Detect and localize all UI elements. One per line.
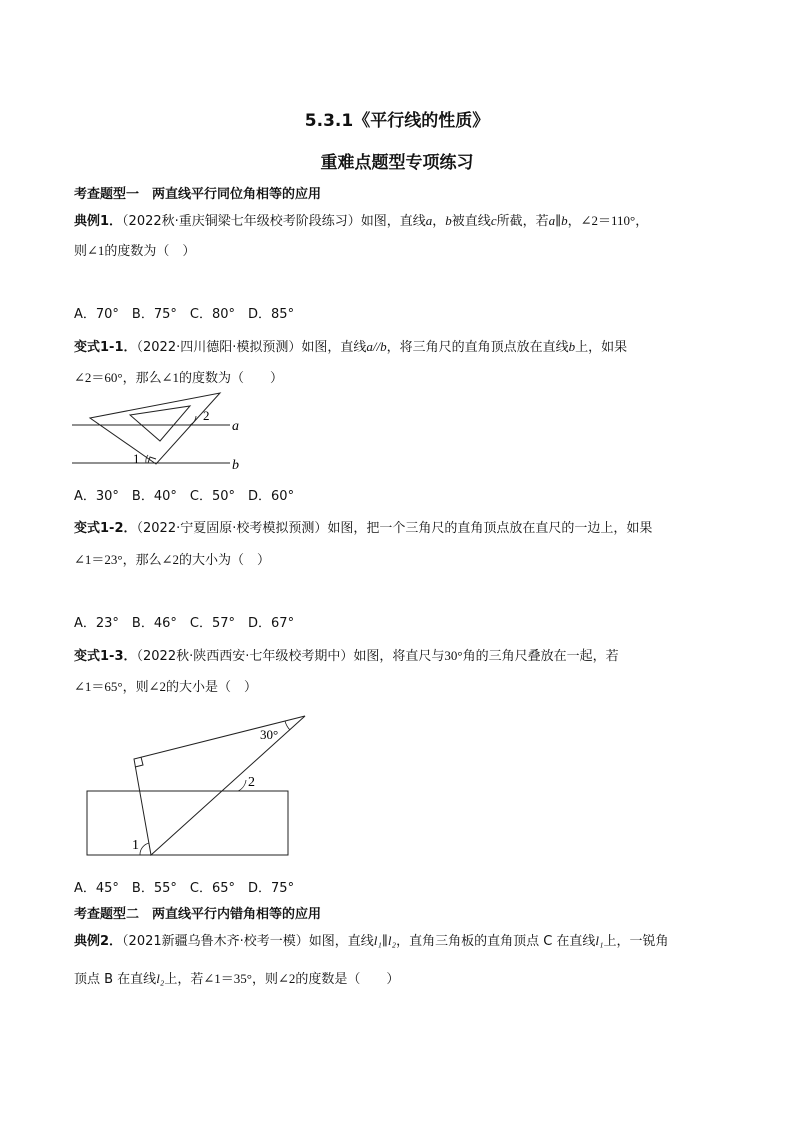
var-b: b [445, 213, 452, 228]
example-2-line-1 [74, 930, 669, 949]
text: ， [635, 214, 649, 229]
text: 被直线 [451, 214, 491, 229]
text: ， [567, 214, 581, 229]
example-2-label: 典例2． [74, 934, 123, 949]
text: 上，如果 [575, 340, 628, 355]
var-l1: l₁ [595, 933, 604, 948]
example-1-source: （2022秋·重庆铜梁七年级校考阶段练习） [122, 214, 361, 229]
parallel-expression: a∥b [548, 213, 568, 228]
variant-1-3-line-1 [74, 645, 619, 664]
variant-1-1-line-1 [74, 336, 627, 355]
variant-1-1-options: A．30° B．40° C．50° D．60° [74, 489, 295, 504]
angle-expression: ∠1＝23° [74, 552, 123, 567]
angle-label-30: 30° [260, 727, 279, 742]
var-c: c [490, 213, 497, 228]
text: 的度数为（ ） [179, 371, 284, 386]
angle-expression: ∠1＝35° [203, 971, 252, 986]
text: 的大小是（ ） [166, 680, 258, 695]
example-2-source: （2021新疆乌鲁木齐·校考一模） [122, 934, 309, 949]
text: 如图，直线 [308, 934, 374, 949]
angle-label-2: 2 [248, 775, 255, 790]
angle-label-1: 1 [133, 451, 140, 466]
right-angle-mark [148, 457, 156, 463]
angle-expression: ∠1 [161, 370, 180, 385]
text: 的度数是（ ） [295, 972, 400, 987]
parallel-expression: a//b [366, 339, 387, 354]
text: 如图，直线 [301, 340, 367, 355]
angle-arc-1 [146, 455, 148, 463]
text: 上，一锐角 [603, 934, 669, 949]
text: ，那么 [122, 553, 162, 568]
example-1-line-2 [74, 240, 195, 259]
page-title: 5.3.1《平行线的性质》 [304, 111, 490, 131]
variant-1-1-source: （2022·四川德阳·模拟预测） [136, 340, 302, 355]
example-1-label: 典例1． [74, 214, 123, 229]
example-1-options: A．70° B．75° C．80° D．85° [74, 307, 295, 322]
variant-1-2-source: （2022·宁夏固原·校考模拟预测） [136, 521, 328, 536]
parallel-expression: l₁∥l₂ [373, 933, 397, 948]
triangle-outer [90, 393, 220, 464]
variant-1-3-line-2 [74, 676, 257, 695]
text: 则 [74, 244, 88, 259]
angle-expression: ∠1 [87, 243, 105, 258]
ruler [87, 791, 288, 855]
text: ，则 [251, 972, 278, 987]
variant-1-3-options: A．45° B．55° C．65° D．75° [74, 881, 295, 896]
text: 上，若 [164, 972, 204, 987]
text: 角的三角尺叠放在一起，若 [462, 649, 619, 664]
variant-1-1-label: 变式1-1． [74, 340, 137, 355]
example-2-line-2 [74, 968, 399, 987]
text: 所截，若 [496, 214, 549, 229]
angle-expression: ∠1＝65° [74, 679, 123, 694]
line-label-a: a [232, 419, 239, 434]
figure-ruler-triangle [80, 710, 320, 870]
text: ，那么 [122, 371, 162, 386]
angle-arc-2 [238, 780, 246, 791]
variant-1-1-line-2 [74, 367, 283, 386]
variant-1-2-options: A．23° B．46° C．57° D．67° [74, 616, 295, 631]
text: ，直角三角板的直角顶点 C 在直线 [396, 934, 596, 949]
variant-1-2-label: 变式1-2． [74, 521, 137, 536]
triangle-30 [134, 716, 305, 855]
angle-arc-1 [140, 843, 149, 855]
text: 的大小为（ ） [179, 553, 271, 568]
angle-arc-2 [190, 416, 196, 425]
angle-expression: ∠2＝60° [74, 370, 123, 385]
section-heading-1: 考查题型一 两直线平行同位角相等的应用 [74, 187, 322, 202]
angle-30: 30° [444, 648, 463, 663]
text: ，则 [122, 680, 149, 695]
angle-expression: ∠2 [148, 679, 167, 694]
variant-1-2-line-1 [74, 517, 652, 536]
angle-expression: ∠2 [161, 552, 180, 567]
angle-expression: ∠2 [277, 971, 296, 986]
angle-arc-30 [285, 721, 290, 730]
page-subtitle: 重难点题型专项练习 [320, 153, 474, 173]
angle-label-1: 1 [132, 838, 139, 853]
variant-1-3-source: （2022秋·陕西西安·七年级校考期中） [136, 649, 354, 664]
text: ， [432, 214, 446, 229]
var-l2: l₂ [156, 971, 165, 986]
example-1-line-1 [74, 210, 648, 229]
text: 如图，直线 [360, 214, 426, 229]
line-label-b: b [232, 458, 239, 473]
text: 的度数为（ ） [104, 244, 196, 259]
angle-expression: ∠2＝110° [580, 213, 636, 228]
variant-1-2-line-2 [74, 549, 270, 568]
var-b: b [568, 339, 576, 354]
text: 如图，把一个三角尺的直角顶点放在直尺的一边上，如果 [327, 521, 653, 536]
variant-1-3-label: 变式1-3． [74, 649, 137, 664]
text: 顶点 B 在直线 [74, 972, 157, 987]
var-a: a [425, 213, 433, 228]
angle-label-2: 2 [203, 408, 210, 423]
figure-parallel-lines-triangle [60, 385, 260, 480]
section-heading-2: 考查题型二 两直线平行内错角相等的应用 [74, 907, 322, 922]
text: ，将三角尺的直角顶点放在直线 [386, 340, 569, 355]
text: 如图，将直尺与 [353, 649, 445, 664]
